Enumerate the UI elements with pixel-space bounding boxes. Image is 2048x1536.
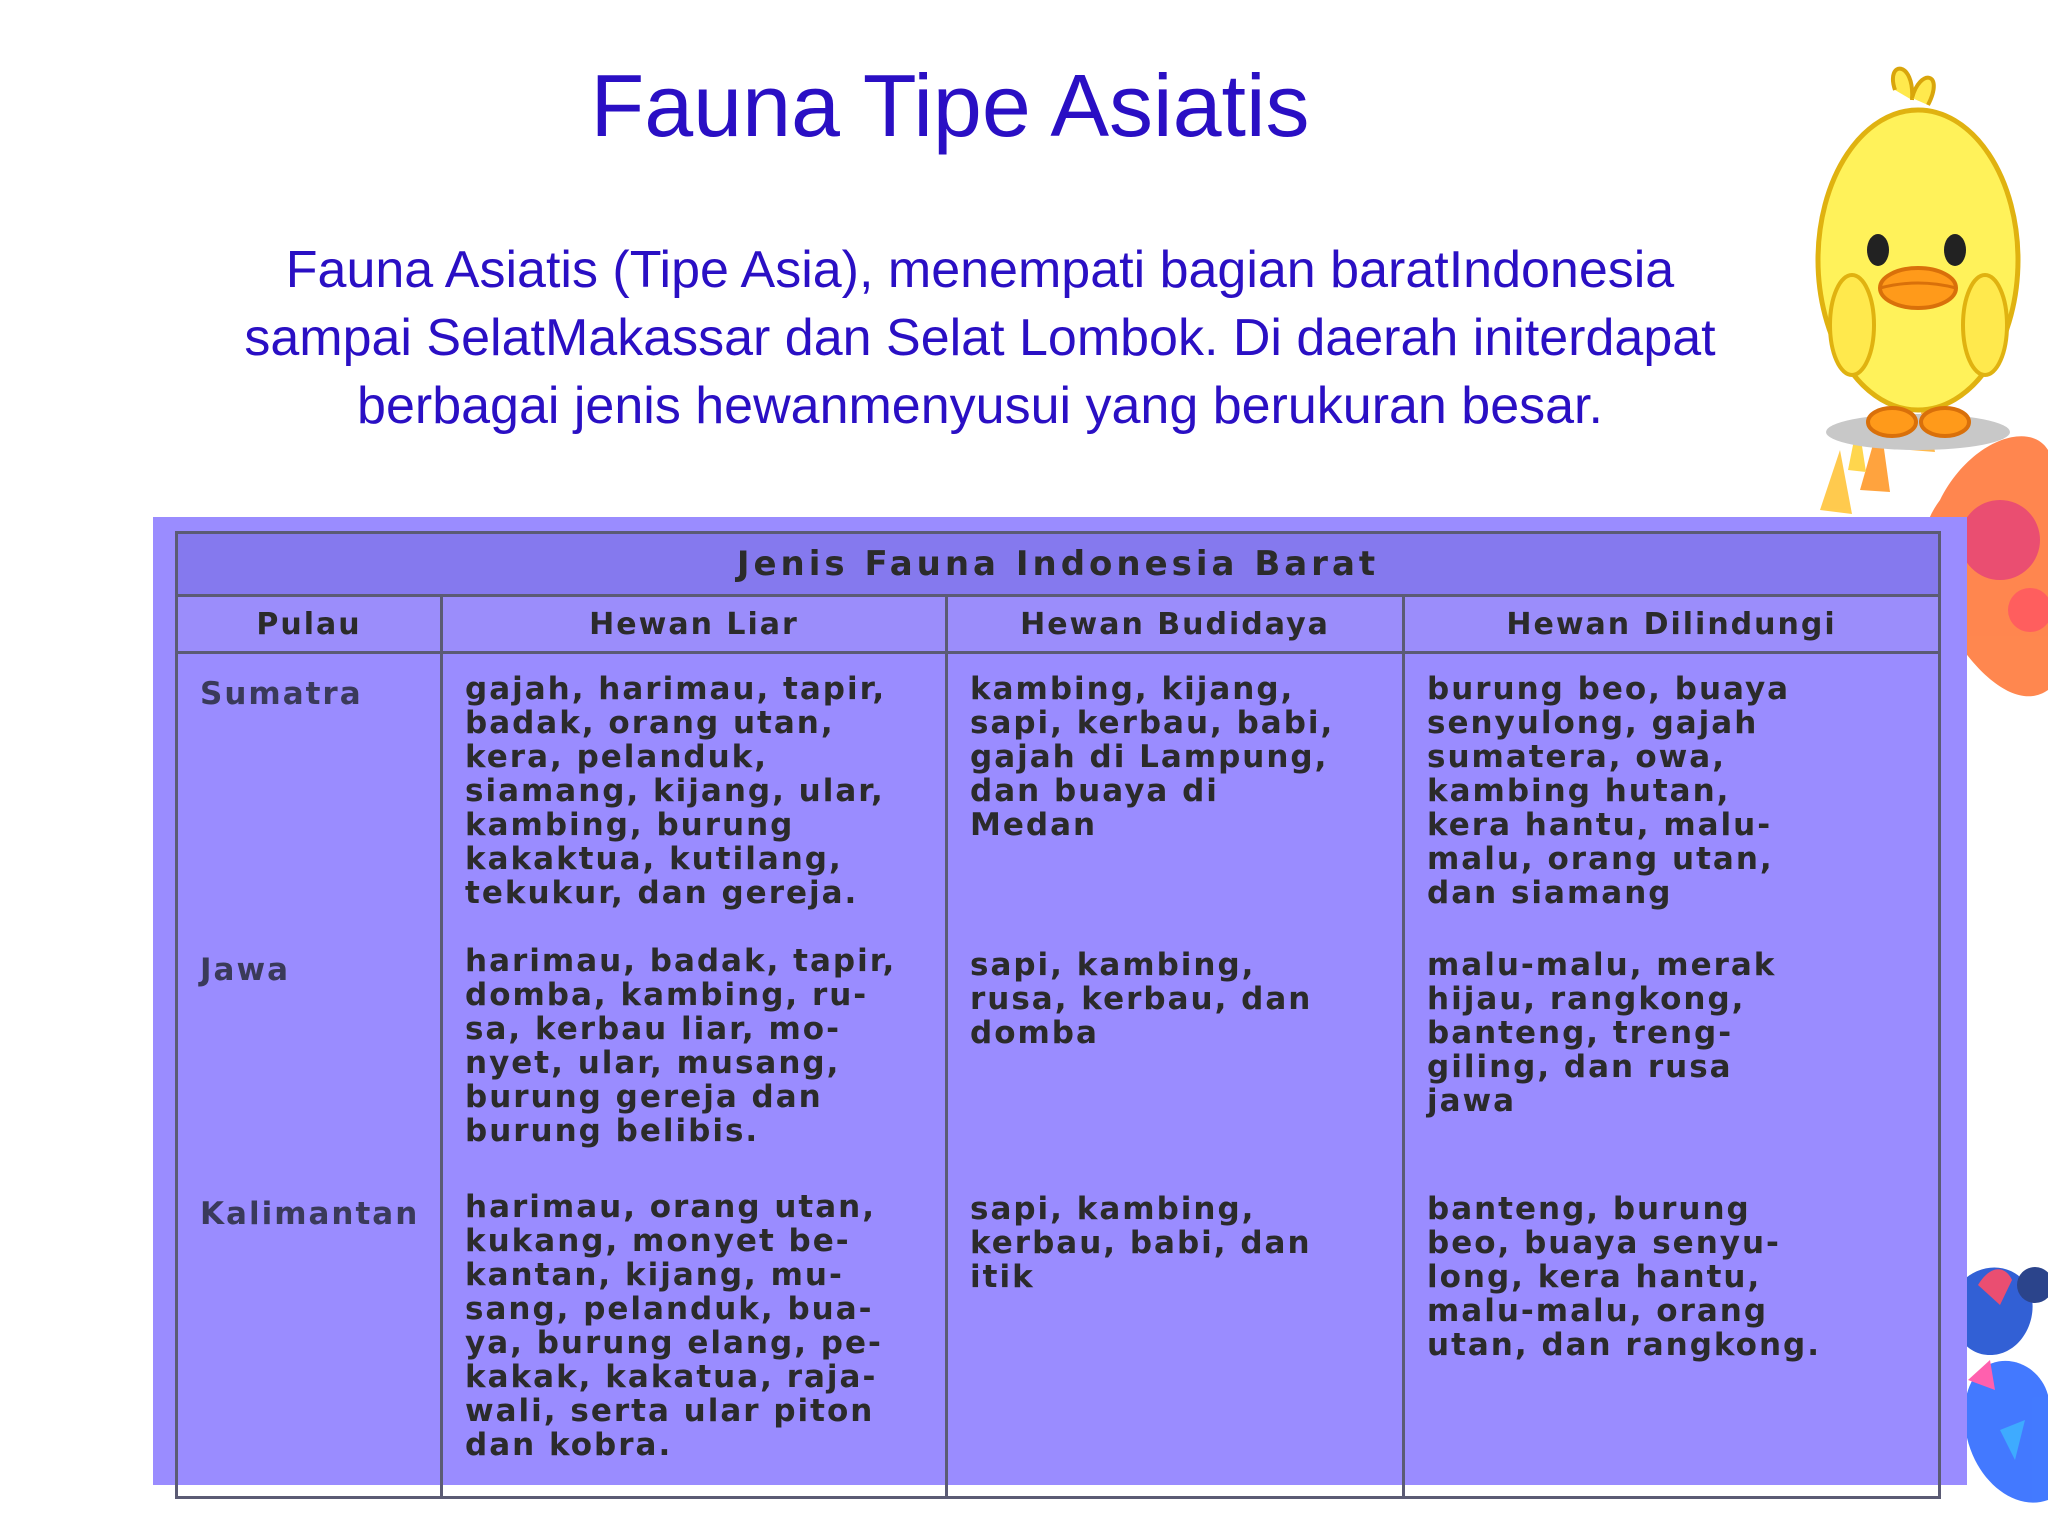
- hewan-budidaya-column: [947, 653, 1404, 1498]
- hewan-dilindungi-jawa: malu-malu, merak hijau, rangkong, banteng, treng- giling, dan rusa jawa: [1427, 947, 1777, 1119]
- hewan-liar-jawa: harimau, badak, tapir, domba, kambing, ru- sa, kerbau liar, mo- nyet, ular, musang, burung gereja dan burung belibis.: [465, 943, 897, 1149]
- hewan-liar-sumatra: gajah, harimau, tapir, badak, orang utan, kera, pelanduk, siamang, kijang, ular, kambing, burung kakaktua, kutilang, tekukur, dan gereja.: [465, 671, 887, 911]
- header-pulau: Pulau: [177, 596, 442, 653]
- hewan-budidaya-jawa: sapi, kambing, rusa, kerbau, dan domba: [970, 947, 1313, 1051]
- table-row: [177, 653, 1940, 1498]
- hewan-liar-kalimantan: harimau, orang utan, kukang, monyet be- kantan, kijang, mu- sang, pelanduk, bua- ya, burung elang, pe- kakak, kakatua, raja- wali, serta ular piton dan kobra.: [465, 1189, 883, 1463]
- island-column: [177, 653, 442, 1498]
- hewan-budidaya-sumatra: kambing, kijang, sapi, kerbau, babi, gajah di Lampung, dan buaya di Medan: [970, 671, 1335, 843]
- hewan-budidaya-kalimantan: sapi, kambing, kerbau, babi, dan itik: [970, 1191, 1312, 1295]
- header-hewan-budidaya: Hewan Budidaya: [947, 596, 1404, 653]
- intro-line: berbagai jenis hewanmenyusui yang berukuran besar.: [357, 377, 1603, 435]
- hewan-dilindungi-column: [1404, 653, 1940, 1498]
- header-hewan-dilindungi: Hewan Dilindungi: [1404, 596, 1940, 653]
- island-jawa: Jawa: [200, 952, 291, 988]
- intro-line: sampai SelatMakassar dan Selat Lombok. Di daerah initerdapat: [244, 309, 1716, 367]
- hewan-liar-column: [442, 653, 947, 1498]
- duck-icon: [1800, 60, 2048, 460]
- table-header-row: [177, 596, 1940, 653]
- island-sumatra: Sumatra: [200, 676, 363, 712]
- page-title: Fauna Tipe Asiatis: [590, 56, 1310, 155]
- island-kalimantan: Kalimantan: [200, 1196, 420, 1232]
- header-hewan-liar: Hewan Liar: [442, 596, 947, 653]
- hewan-dilindungi-sumatra: burung beo, buaya senyulong, gajah sumatera, owa, kambing hutan, kera hantu, malu- malu, orang utan, dan siamang: [1427, 671, 1791, 911]
- table-caption: Jenis Fauna Indonesia Barat: [177, 533, 1940, 596]
- hewan-dilindungi-kalimantan: banteng, burung beo, buaya senyu- long, kera hantu, malu-malu, orang utan, dan rangkong.: [1427, 1191, 1822, 1363]
- intro-paragraph: [130, 236, 1830, 440]
- intro-line: Fauna Asiatis (Tipe Asia), menempati bagian baratIndonesia: [285, 241, 1675, 299]
- fauna-table: [175, 531, 1941, 1499]
- fauna-table-panel: [153, 517, 1967, 1485]
